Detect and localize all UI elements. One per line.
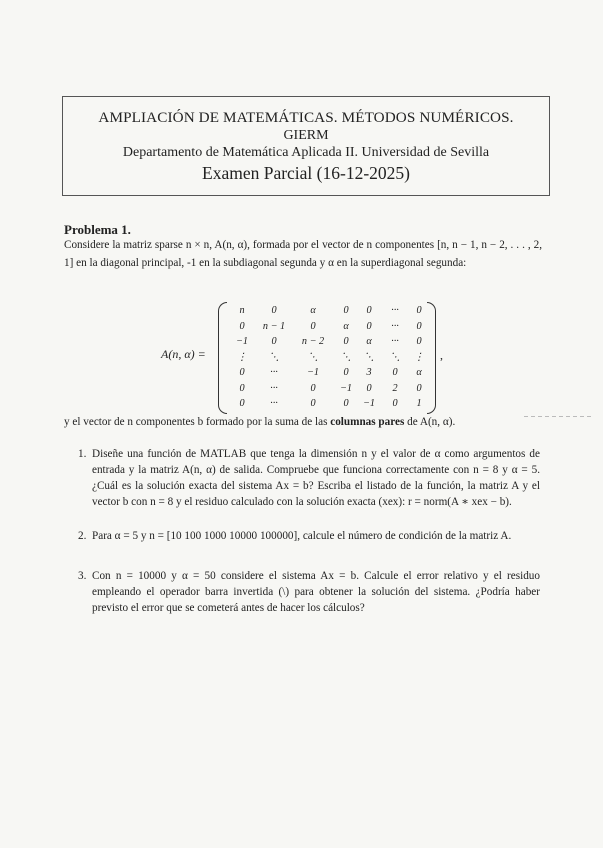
matrix-cell: 0 (392, 398, 398, 410)
course-title: AMPLIACIÓN DE MATEMÁTICAS. MÉTODOS NUMÉRICOS. (98, 109, 514, 126)
matrix-cell: 0 (343, 305, 349, 317)
matrix-cell: 0 (416, 305, 422, 317)
matrix-cell: 0 (343, 398, 349, 410)
matrix-cell: α (416, 367, 422, 379)
matrix-cell: −1 (363, 398, 375, 410)
matrix-cell: 3 (366, 367, 372, 379)
task-text: Diseñe una función de MATLAB que tenga la dimensión n y el valor de α como argumentos de entrada y la matriz A(n, α) de salida. Compruebe que funciona correctamente con n = 8 y α = 5. ¿Cuál es la solución exacta del sistema Ax = b? Escriba el listado de la función, la matriz A y el vector b con n = 8 y el residuo calculado con la solución exacta (xex): r = norm(A ∗ xex − b). (92, 448, 540, 508)
matrix-cell: ··· (391, 305, 399, 317)
matrix-cell: 0 (392, 367, 398, 379)
matrix-cell: 0 (343, 336, 349, 348)
matrix-cell: 0 (271, 336, 277, 348)
matrix-label: A(n, α) = (161, 347, 206, 361)
matrix-cell: ⋱ (389, 351, 401, 363)
degree-name: GIERM (283, 128, 329, 143)
vector-bold: columnas pares (330, 416, 405, 428)
matrix-cell: 0 (416, 382, 422, 394)
matrix-cell: ··· (391, 320, 399, 332)
matrix (218, 302, 436, 414)
problem-intro: Considere la matriz sparse n × n, A(n, α), formada por el vector de n componentes [n, n − 1, n − 2, . . . , 2, 1] en la diagonal principal, -1 en la subdiagonal segunda y α en la superdiagonal segunda: (64, 239, 542, 269)
matrix-cell: ··· (270, 367, 278, 379)
matrix-cell: 0 (310, 382, 316, 394)
matrix-cell: 0 (366, 382, 372, 394)
matrix-cell: ⋱ (307, 351, 319, 363)
matrix-cell: 0 (343, 367, 349, 379)
matrix-cell: 0 (239, 398, 245, 410)
exam-header-box (62, 96, 550, 196)
vector-post: de A(n, α). (404, 416, 456, 428)
matrix-cell: ··· (270, 382, 278, 394)
matrix-cell: ⋱ (268, 351, 280, 363)
matrix-cell: 0 (310, 320, 316, 332)
task-number: 1. (78, 448, 87, 460)
task-number: 2. (78, 530, 87, 542)
vector-definition (64, 416, 544, 428)
matrix-row (228, 396, 428, 412)
matrix-table (228, 303, 428, 412)
matrix-cell: 1 (416, 398, 422, 410)
matrix-end-punct: , (440, 348, 443, 362)
task-text: Para α = 5 y n = [10 100 1000 10000 100000], calcule el número de condición de la matriz A. (92, 530, 512, 542)
matrix-row (228, 303, 428, 319)
matrix-left-bracket (218, 302, 227, 414)
matrix-row (228, 350, 428, 366)
matrix-cell: 0 (416, 320, 422, 332)
matrix-row (228, 319, 428, 335)
matrix-row (228, 334, 428, 350)
matrix-row (228, 365, 428, 381)
matrix-cell: 0 (366, 305, 372, 317)
matrix-cell: n (239, 305, 245, 317)
matrix-cell: 0 (271, 305, 277, 317)
matrix-cell: 0 (416, 336, 422, 348)
matrix-cell: α (343, 320, 349, 332)
problem-title: Problema 1. (64, 222, 131, 237)
matrix-cell: 0 (310, 398, 316, 410)
matrix-cell: ··· (391, 336, 399, 348)
matrix-cell: n − 1 (262, 320, 286, 332)
matrix-cell: 0 (239, 382, 245, 394)
task-number: 3. (78, 570, 87, 582)
matrix-cell: ⋮ (413, 351, 425, 363)
matrix-cell: 0 (239, 320, 245, 332)
matrix-cell: ⋱ (363, 351, 375, 363)
vector-pre: y el vector de n componentes b formado por la suma de las (64, 416, 331, 428)
matrix-cell: α (366, 336, 372, 348)
matrix-cell: ⋱ (340, 351, 352, 363)
exam-title: Examen Parcial (16-12-2025) (202, 163, 410, 183)
matrix-cell: 2 (392, 382, 398, 394)
matrix-cell: ··· (270, 398, 278, 410)
matrix-cell: 0 (366, 320, 372, 332)
scan-artifact (524, 416, 594, 417)
matrix-right-bracket (427, 302, 436, 414)
matrix-cell: α (310, 305, 316, 317)
matrix-cell: −1 (307, 367, 319, 379)
matrix-row (228, 381, 428, 397)
task-text: Con n = 10000 y α = 50 considere el sistema Ax = b. Calcule el error relativo y el residuo empleando el operador barra invertida (\) para obtener la solución del sistema. ¿Podría haber previsto el error que se cometerá antes de hacer los cálculos? (92, 570, 540, 614)
matrix-cell: −1 (236, 336, 248, 348)
matrix-cell: −1 (340, 382, 352, 394)
matrix-cell: ⋮ (236, 351, 248, 363)
department-name: Departamento de Matemática Aplicada II. Universidad de Sevilla (122, 145, 490, 160)
matrix-cell: 0 (239, 367, 245, 379)
matrix-cell: n − 2 (301, 336, 325, 348)
